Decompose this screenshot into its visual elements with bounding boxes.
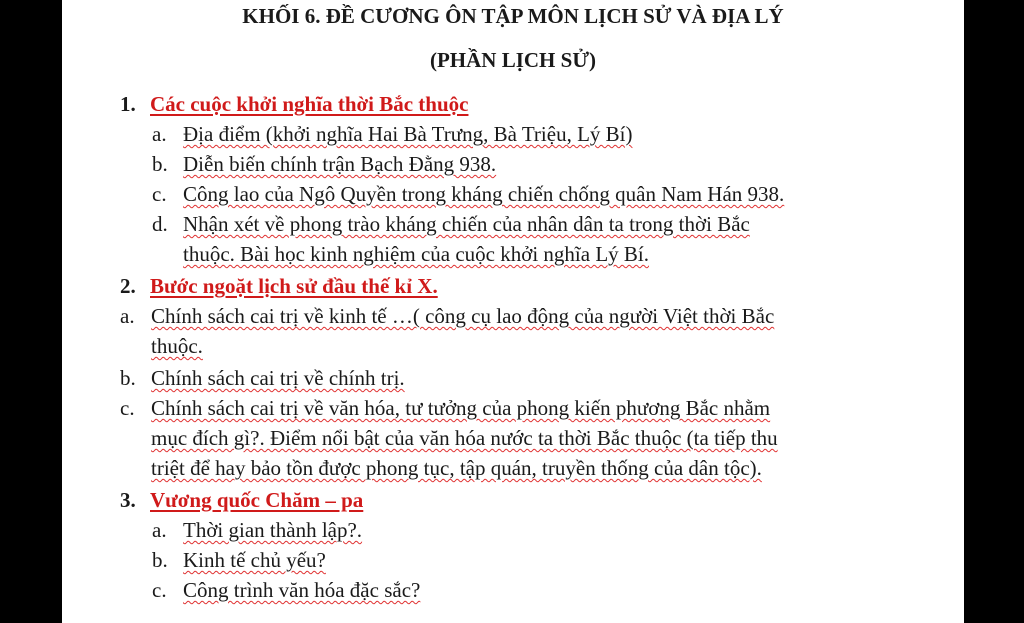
document-title: KHỐI 6. ĐỀ CƯƠNG ÔN TẬP MÔN LỊCH SỬ VÀ ĐỊA LÝ <box>242 4 784 28</box>
section-1-heading: 1. Các cuộc khởi nghĩa thời Bắc thuộc <box>120 92 469 116</box>
section-2-item-a-cont: thuộc. <box>151 334 203 358</box>
section-2-heading: 2. Bước ngoặt lịch sử đầu thế kỉ X. <box>120 274 438 298</box>
section-1-item-d-cont: thuộc. Bài học kinh nghiệm của cuộc khởi nghĩa Lý Bí. <box>183 242 650 266</box>
document-page <box>62 0 964 623</box>
section-3-item-b: b. Kinh tế chủ yếu? <box>152 548 326 572</box>
section-3-item-a: a. Thời gian thành lập?. <box>152 518 363 542</box>
section-2-item-c: c. Chính sách cai trị về văn hóa, tư tưởng của phong kiến phương Bắc nhằm <box>120 396 771 420</box>
section-1-item-a: a. Địa điểm (khởi nghĩa Hai Bà Trưng, Bà Triệu, Lý Bí) <box>152 122 633 146</box>
section-2-item-c-cont-2: triệt để hay bảo tồn được phong tục, tập quán, truyền thống của dân tộc). <box>151 456 762 480</box>
section-1-item-d: d. Nhận xét về phong trào kháng chiến của nhân dân ta trong thời Bắc <box>152 212 750 236</box>
section-2-item-b: b. Chính sách cai trị về chính trị. <box>120 366 405 390</box>
section-1-item-b: b. Diễn biến chính trận Bạch Đằng 938. <box>152 152 497 176</box>
document-subtitle: (PHẦN LỊCH SỬ) <box>429 48 597 72</box>
section-2-item-a: a. Chính sách cai trị về kinh tế …( công cụ lao động của người Việt thời Bắc <box>120 304 775 328</box>
section-1-item-c: c. Công lao của Ngô Quyền trong kháng chiến chống quân Nam Hán 938. <box>152 182 785 206</box>
section-3-heading: 3. Vương quốc Chăm – pa <box>120 488 364 512</box>
section-3-item-c: c. Công trình văn hóa đặc sắc? <box>152 578 421 602</box>
section-2-item-c-cont-1: mục đích gì?. Điểm nổi bật của văn hóa nước ta thời Bắc thuộc (ta tiếp thu <box>151 426 778 450</box>
